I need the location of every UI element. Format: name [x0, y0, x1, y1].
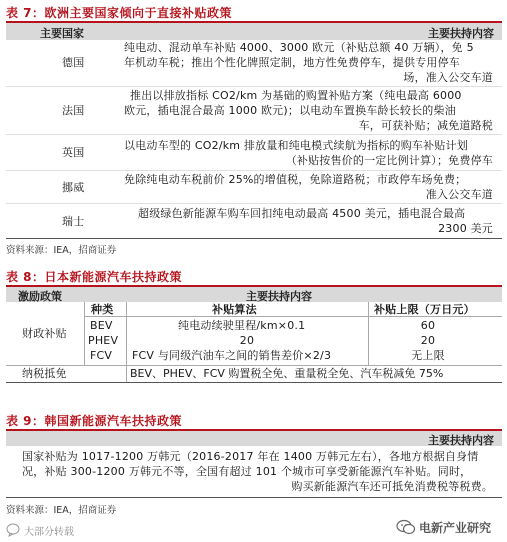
watermark-left: 大部分转载 [24, 527, 74, 538]
table8-limit-bev: 60 [420, 319, 436, 332]
table7-header [6, 23, 502, 40]
table9-line2: 况，补贴 300-1200 万韩元不等，全国有超过 101 个城市可享受新能源汽车补贴。同时， [22, 465, 472, 478]
table7-germany-line2: 年机动车税；推出个性化牌照定制，地方性免费停车，提供专用停车 [124, 56, 460, 69]
table8-type-bev: BEV [90, 319, 113, 332]
table7-col-country: 主要国家 [40, 27, 84, 40]
table7-col-content: 主要扶持内容 [428, 27, 494, 40]
table8-method-bev: 纯电动续驶里程/km×0.1 [178, 319, 306, 332]
table7-country-france: 法国 [62, 104, 85, 117]
table7-country-uk: 英国 [62, 146, 85, 159]
table7-country-germany: 德国 [62, 56, 85, 69]
table7-source: 资料来源：IEA，招商证券 [6, 245, 117, 256]
table7-germany-line3: 场，准入公交车道 [403, 71, 493, 84]
table7-france-line3: 车，可获补贴；减免道路税 [358, 119, 493, 132]
table8-method-phev: 20 [239, 334, 255, 347]
table7-uk-line2: （补贴按售价的一定比例计算）；免费停车 [285, 154, 493, 167]
table8-header [6, 287, 502, 302]
table9-line3: 购买新能源汽车还可抵免消费税等税费。 [291, 480, 493, 493]
table9-line1: 国家补贴为 1017-1200 万韩元（2016-2017 年在 1400 万韩元左右），各地方根据自身情 [22, 450, 479, 463]
table7-germany-line1: 纯电动、混动单车补贴 4000、3000 欧元（补贴总额 40 万辆），免 5 [124, 41, 474, 54]
table7-separator [6, 86, 502, 87]
table8-type-phev: PHEV [88, 334, 119, 347]
watermark-right: 电新产业研究 [419, 521, 492, 535]
table8-grid-line [84, 302, 85, 365]
table7-bottom-rule [6, 238, 502, 239]
table7-separator [6, 134, 502, 135]
table7-title: 表 7：欧洲主要国家倾向于直接补贴政策 [6, 6, 233, 20]
table9-header [6, 431, 502, 446]
table7-france-line1: 推出以排放指标 CO2/km 为基础的购置补贴方案（纯电最高 6000 [130, 89, 462, 102]
chat-bubble-icon [6, 522, 22, 536]
table7-country-norway: 挪威 [62, 181, 85, 194]
table8-limit-fcv: 无上限 [411, 349, 445, 362]
table7-switzerland-line1: 超级绿色新能源车购车回扣纯电动最高 4500 美元，插电混合最高 [138, 207, 466, 220]
table7-separator [6, 170, 502, 171]
table7-country-switzerland: 瑞士 [62, 215, 85, 228]
table8-limit-phev: 20 [420, 334, 436, 347]
table8-col-incentive: 激励政策 [18, 290, 62, 303]
table7-france-line2: 欧元，插电混合最高 1000 欧元)；以电动车置换车龄长较长的柴油 [124, 104, 456, 117]
table9-source: 资料来源：IEA，招商证券 [6, 505, 117, 516]
table8-method-fcv: FCV 与同级汽油车之间的销售差价×2/3 [132, 349, 332, 362]
table9-col-content: 主要扶持内容 [428, 434, 494, 447]
table8-group-tax-credit: 纳税抵免 [22, 367, 67, 380]
table7-separator [6, 203, 502, 204]
table9-bottom-rule [6, 497, 502, 498]
table8-sub-type: 种类 [91, 303, 114, 316]
table8-tax-credit-content: BEV、PHEV、FCV 购置税全免、重量税全免、汽车税减免 75% [130, 367, 444, 380]
table8-group-fiscal-subsidy: 财政补贴 [22, 327, 67, 340]
table7-switzerland-line2: 2300 美元 [438, 222, 493, 235]
table7-norway-line1: 免除纯电动车税前价 25%的增值税，免除道路税；市政停车场免费； [124, 173, 467, 186]
table7-uk-line1: 以电动车型的 CO2/km 排放量和纯电模式续航为指标的购车补贴计划 [124, 139, 468, 152]
table8-col-content: 主要扶持内容 [246, 290, 312, 303]
wechat-icon [396, 519, 416, 535]
table7-norway-line2: 准入公交车道 [425, 188, 493, 201]
table9-title: 表 9：韩国新能源汽车扶持政策 [6, 414, 183, 428]
table8-sub-limit: 补贴上限（万日元） [374, 303, 475, 316]
table8-sub-method: 补贴算法 [212, 303, 257, 316]
table8-title: 表 8：日本新能源汽车扶持政策 [6, 270, 183, 284]
table8-bottom-rule [6, 382, 502, 383]
table8-type-fcv: FCV [90, 349, 113, 362]
